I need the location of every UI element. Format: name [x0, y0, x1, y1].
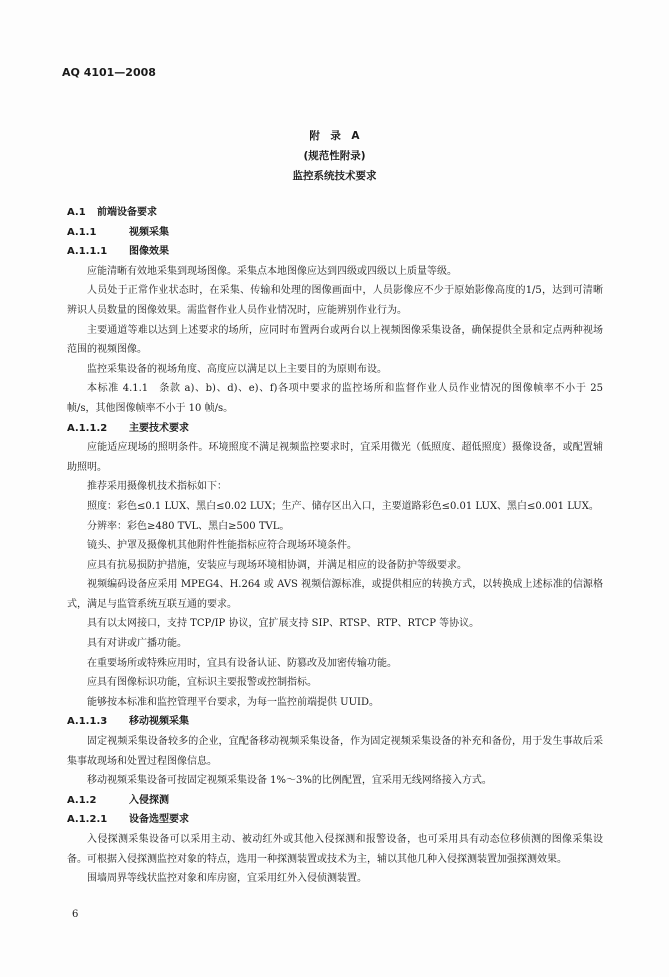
paragraph: 推荐采用摄像机技术指标如下： [87, 481, 227, 493]
section-number: A.1.2 [67, 794, 97, 806]
section-title: 前端设备要求 [97, 207, 157, 218]
section-number: A.1 [67, 207, 86, 218]
paragraph: 围墙周界等线状监控对象和库房窗，宜采用红外入侵侦测装置。 [87, 873, 367, 885]
section-title: 图像效果 [129, 246, 169, 258]
section-number: A.1.2.1 [67, 814, 108, 826]
paragraph: 应具有图像标识功能，宜标识主要报警或控制指标。 [87, 677, 317, 689]
section-heading [67, 712, 603, 732]
paragraph: 能够按本标准和监控管理平台要求，为每一监控前端提供 UUID。 [87, 696, 380, 708]
paragraph: 具有以太网接口，支持 TCP/IP 协议，宜扩展支持 SIP、RTSP、RTP、RTCP 等协议。 [87, 618, 480, 630]
paragraph: 照度：彩色≤0.1 LUX、黑白≤0.02 LUX；生产、储存区出入口，主要道路彩色≤0.01 LUX、黑白≤0.001 LUX。 [87, 500, 599, 512]
paragraph: 固定视频采集设备较多的企业，宜配备移动视频采集设备，作为固定视频采集设备的补充和备份，用于发生事故后采集事故现场和处置过程图像信息。 [67, 736, 603, 767]
paragraph: 人员处于正常作业状态时，在采集、传输和处理的图像画面中，人员影像应不少于原始影像高度的1/5，达到可清晰辨识人员数量的图像效果。需监督作业人员作业情况时，应能辨别作业行为。 [67, 285, 603, 316]
appendix-name: 监控系统技术要求 [292, 170, 377, 182]
paragraph: 主要通道等难以达到上述要求的场所，应同时布置两台或两台以上视频图像采集设备，确保提供全景和定点两种视场范围的视频图像。 [67, 324, 603, 356]
paragraph: 分辨率：彩色≥480 TVL、黑白≥500 TVL。 [87, 520, 290, 532]
appendix-title: 附 录 A [309, 130, 360, 142]
section-heading [67, 791, 603, 811]
appendix-title-block [0, 126, 669, 186]
document-body [67, 203, 603, 889]
section-heading [67, 419, 603, 439]
paragraph: 应能适应现场的照明条件。环境照度不满足视频监控要求时，宜采用微光（低照度、超低照度）摄像设备，或配置辅助照明。 [67, 442, 603, 473]
paragraph: 入侵探测采集设备可以采用主动、被动红外或其他入侵探测和报警设备，也可采用具有动态位移侦测的图像采集设备。可根据入侵探测监控对象的特点，选用一种探测装置或技术为主，辅以其他几种入侵探测装置加强探测效果。 [67, 834, 603, 865]
paragraph: 应能清晰有效地采集到现场图像。采集点本地图像应达到四级或四级以上质量等级。 [87, 265, 457, 277]
section-title: 主要技术要求 [129, 422, 189, 434]
section-heading [67, 242, 603, 262]
standard-code: AQ 4101—2008 [62, 66, 156, 79]
section-number: A.1.1 [67, 226, 97, 238]
paragraph: 镜头、护罩及摄像机其他附件性能指标应符合现场环境条件。 [87, 540, 357, 552]
section-heading [67, 203, 603, 223]
paragraph: 应具有抗易损防护措施，安装应与现场环境相协调，并满足相应的设备防护等级要求。 [87, 559, 467, 571]
paragraph: 移动视频采集设备可按固定视频采集设备 1%～3%的比例配置，宜采用无线网络接入方式。 [87, 775, 492, 787]
page-number: 6 [72, 909, 79, 920]
section-title: 设备选型要求 [129, 814, 189, 826]
section-heading [67, 810, 603, 830]
paragraph: 在重要场所或特殊应用时，宜具有设备认证、防篡改及加密传输功能。 [87, 657, 397, 669]
paragraph: 本标准 4.1.1 条款 a)、b)、d)、e)、f)各项中要求的监控场所和监督作业人员作业情况的图像帧率不小于 25 帧/s，其他图像帧率不小于 10 帧/s。 [67, 383, 603, 414]
paragraph: 监控采集设备的视场角度、高度应以满足以上主要目的为原则布设。 [87, 363, 387, 375]
section-title: 视频采集 [129, 226, 169, 238]
section-title: 移动视频采集 [129, 716, 189, 728]
section-heading [67, 223, 603, 243]
section-number: A.1.1.3 [67, 716, 108, 728]
section-number: A.1.1.1 [67, 246, 108, 258]
section-title: 入侵探测 [129, 794, 169, 806]
section-number: A.1.1.2 [67, 422, 108, 434]
paragraph: 具有对讲或广播功能。 [87, 638, 187, 650]
appendix-type: (规范性附录) [303, 150, 366, 162]
paragraph: 视频编码设备应采用 MPEG4、H.264 或 AVS 视频信源标准，或提供相应的转换方式，以转换成上述标准的信源格式，满足与监管系统互联互通的要求。 [67, 579, 603, 610]
